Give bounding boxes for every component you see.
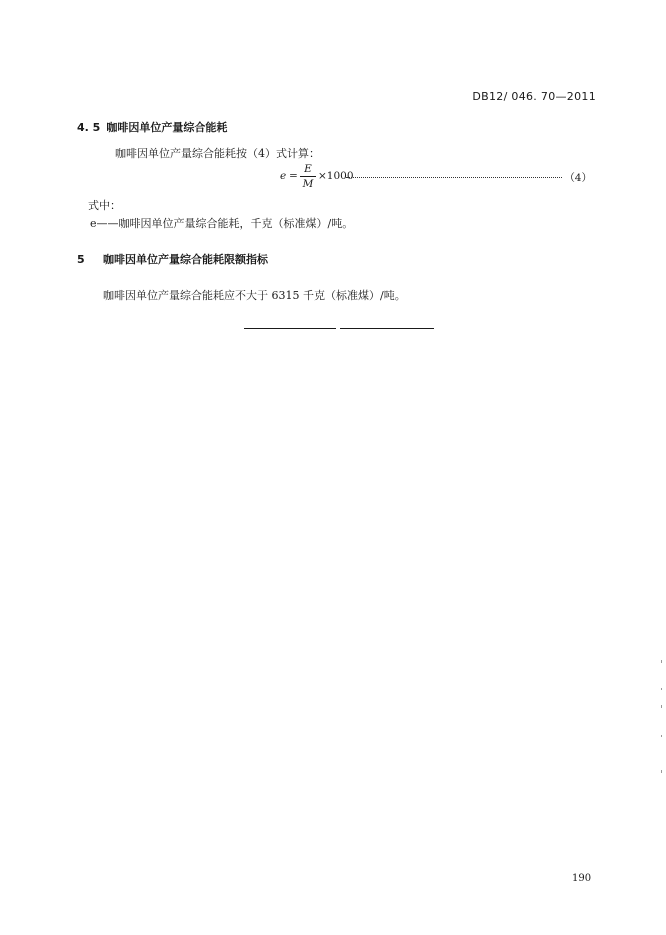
formula-intro: 咖啡因单位产量综合能耗按（4）式计算： bbox=[115, 147, 320, 160]
formula-fraction bbox=[300, 163, 316, 190]
section-5-heading bbox=[77, 251, 268, 267]
end-rule-right bbox=[340, 328, 434, 329]
variable-definition: e——咖啡因单位产量综合能耗，千克（标准煤）/吨。 bbox=[90, 217, 354, 230]
section-title: 咖啡因单位产量综合能耗限额指标 bbox=[103, 253, 268, 266]
formula-equals: = bbox=[289, 170, 298, 182]
scan-edge-mark bbox=[661, 770, 662, 773]
formula-multiplier: ×1000 bbox=[318, 170, 354, 182]
fraction-bar bbox=[300, 176, 316, 177]
scan-edge-mark bbox=[661, 735, 662, 737]
formula-numerator: E bbox=[304, 163, 312, 175]
limit-statement: 咖啡因单位产量综合能耗应不大于 6315 千克（标准煤）/吨。 bbox=[103, 289, 406, 302]
section-number: 5 bbox=[77, 253, 85, 266]
section-number: 4. 5 bbox=[77, 121, 101, 134]
dot-leader bbox=[346, 177, 562, 178]
section-title: 咖啡因单位产量综合能耗 bbox=[106, 121, 228, 134]
end-rule-left bbox=[244, 328, 336, 329]
standard-code: DB12/ 046. 70—2011 bbox=[472, 90, 596, 103]
scan-edge-mark bbox=[661, 705, 662, 708]
scan-edge-mark bbox=[661, 660, 662, 663]
formula-4 bbox=[280, 163, 592, 191]
formula-lhs: e bbox=[280, 170, 287, 182]
page-number: 190 bbox=[572, 873, 592, 884]
where-label: 式中： bbox=[88, 199, 121, 212]
formula-number: （4） bbox=[564, 172, 592, 184]
section-4-5-heading bbox=[77, 119, 227, 135]
formula-denominator: M bbox=[302, 178, 314, 190]
scan-edge-mark bbox=[661, 688, 662, 690]
